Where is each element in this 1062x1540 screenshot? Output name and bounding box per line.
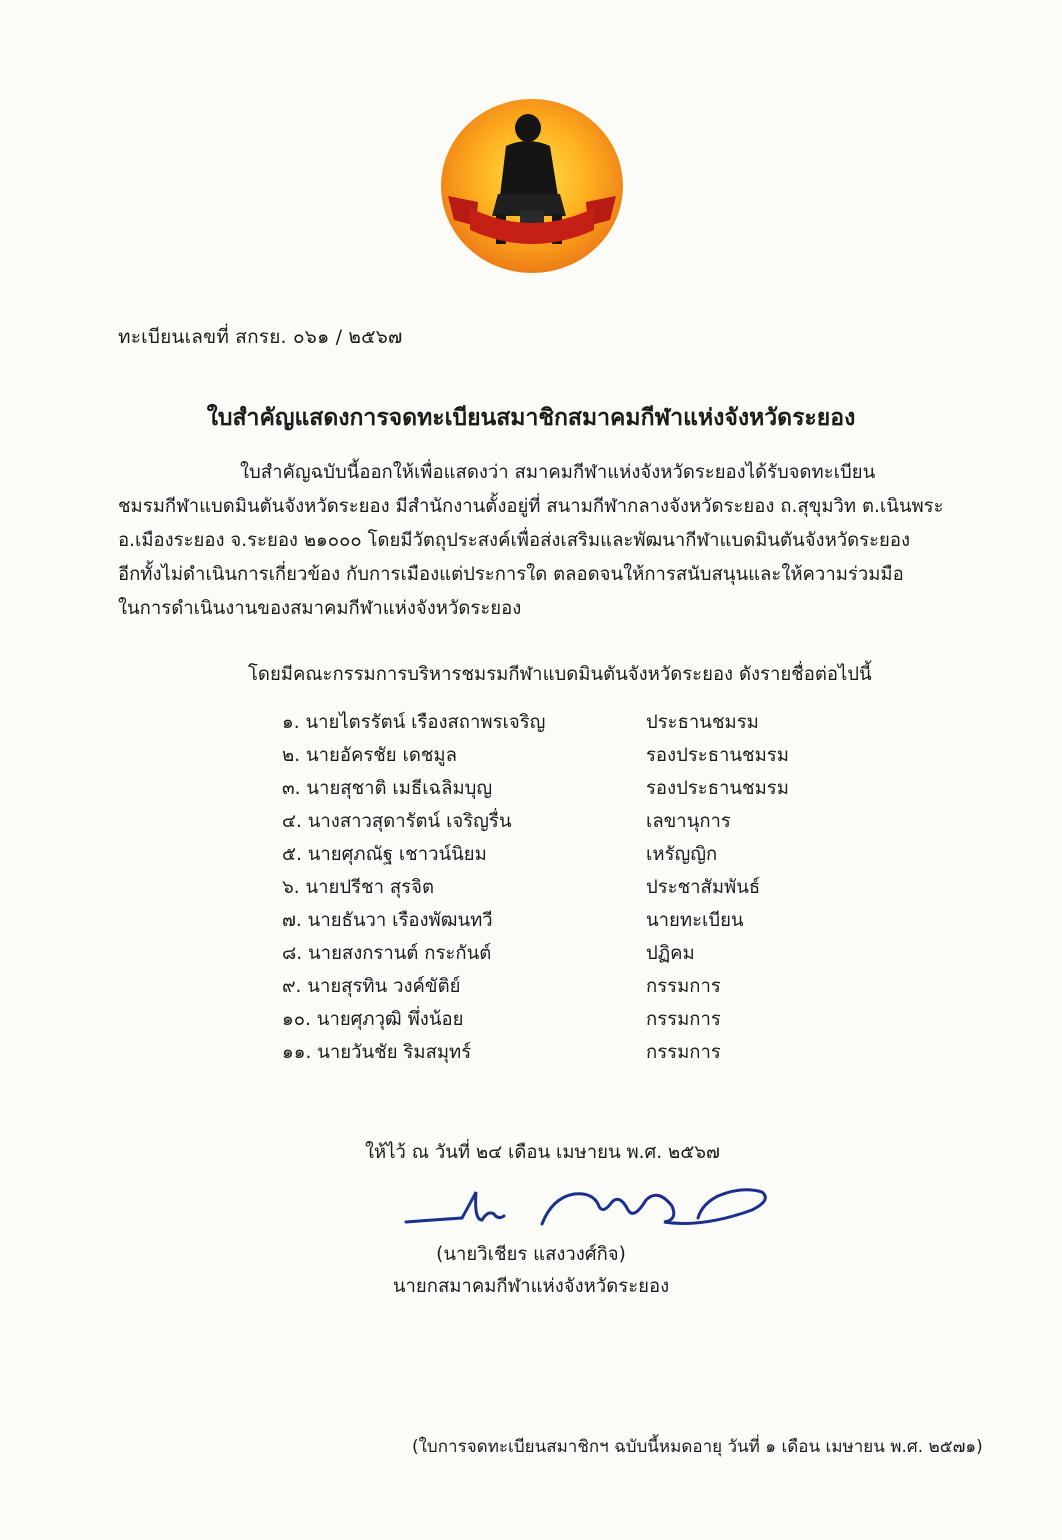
- member-name: ๑๑. นายวันชัย ริมสมุทร์: [282, 1042, 472, 1063]
- given-date: ให้ไว้ ณ วันที่ ๒๔ เดือน เมษายน พ.ศ. ๒๕๖๗: [365, 1142, 720, 1163]
- member-role: กรรมการ: [646, 976, 721, 997]
- association-logo: [440, 98, 624, 274]
- body-line: ชมรมกีฬาแบดมินตันจังหวัดระยอง มีสำนักงานตั้งอยู่ที่ สนามกีฬากลางจังหวัดระยอง ถ.สุขุมวิท ต.เนินพระ: [118, 496, 944, 517]
- member-role: ประชาสัมพันธ์: [646, 877, 761, 898]
- member-name: ๑๐. นายศุภวุฒิ พึ่งน้อย: [282, 1009, 464, 1030]
- body-line: ใบสำคัญฉบับนี้ออกให้เพื่อแสดงว่า สมาคมกีฬาแห่งจังหวัดระยองได้รับจดทะเบียน: [240, 462, 876, 483]
- expiry-note: (ใบการจดทะเบียนสมาชิกฯ ฉบับนี้หมดอายุ วันที่ ๑ เดือน เมษายน พ.ศ. ๒๕๗๑): [412, 1437, 983, 1457]
- member-name: ๘. นายสงกรานต์ กระกันต์: [282, 943, 492, 964]
- signature: [402, 1180, 782, 1244]
- signer-title: นายกสมาคมกีฬาแห่งจังหวัดระยอง: [392, 1276, 670, 1297]
- member-name: ๖. นายปรีชา สุรจิต: [282, 877, 434, 898]
- body-line: ในการดำเนินงานของสมาคมกีฬาแห่งจังหวัดระยอง: [118, 598, 522, 619]
- member-role: รองประธานชมรม: [646, 745, 789, 766]
- member-name: ๕. นายศุภณัฐ เชาวน์นิยม: [282, 844, 487, 865]
- body-line: อ.เมืองระยอง จ.ระยอง ๒๑๐๐๐ โดยมีวัตถุประสงค์เพื่อส่งเสริมและพัฒนากีฬาแบดมินตันจังหวัดระยอง: [118, 530, 911, 551]
- member-name: ๔. นางสาวสุดารัตน์ เจริญรื่น: [282, 811, 512, 832]
- member-role: ประธานชมรม: [646, 712, 759, 733]
- member-name: ๙. นายสุรทิน วงค์ขัติย์: [282, 976, 461, 997]
- committee-intro: โดยมีคณะกรรมการบริหารชมรมกีฬาแบดมินตันจังหวัดระยอง ดังรายชื่อต่อไปนี้: [248, 664, 872, 685]
- member-role: กรรมการ: [646, 1042, 721, 1063]
- member-name: ๒. นายอัครชัย เดชมูล: [282, 745, 457, 766]
- member-role: กรรมการ: [646, 1009, 721, 1030]
- member-name: ๗. นายธันวา เรืองพัฒนทวี: [282, 910, 493, 931]
- member-role: ปฏิคม: [646, 943, 695, 964]
- member-role: นายทะเบียน: [646, 910, 744, 931]
- member-role: เหรัญญิก: [646, 844, 718, 865]
- body-line: อีกทั้งไม่ดำเนินการเกี่ยวข้อง กับการเมืองแต่ประการใด ตลอดจนให้การสนับสนุนและให้ความร่วมมือ: [118, 564, 904, 585]
- member-name: ๑. นายไตรรัตน์ เรืองสถาพรเจริญ: [282, 712, 546, 733]
- member-role: เลขานุการ: [646, 811, 731, 832]
- member-role: รองประธานชมรม: [646, 778, 789, 799]
- member-name: ๓. นายสุชาติ เมธีเฉลิมบุญ: [282, 778, 493, 799]
- signer-name: (นายวิเชียร แสงวงศ์กิจ): [436, 1244, 626, 1265]
- registration-number: ทะเบียนเลขที่ สกรย. ๐๖๑ / ๒๕๖๗: [118, 326, 403, 348]
- certificate-title: ใบสำคัญแสดงการจดทะเบียนสมาชิกสมาคมกีฬาแห่งจังหวัดระยอง: [206, 405, 856, 431]
